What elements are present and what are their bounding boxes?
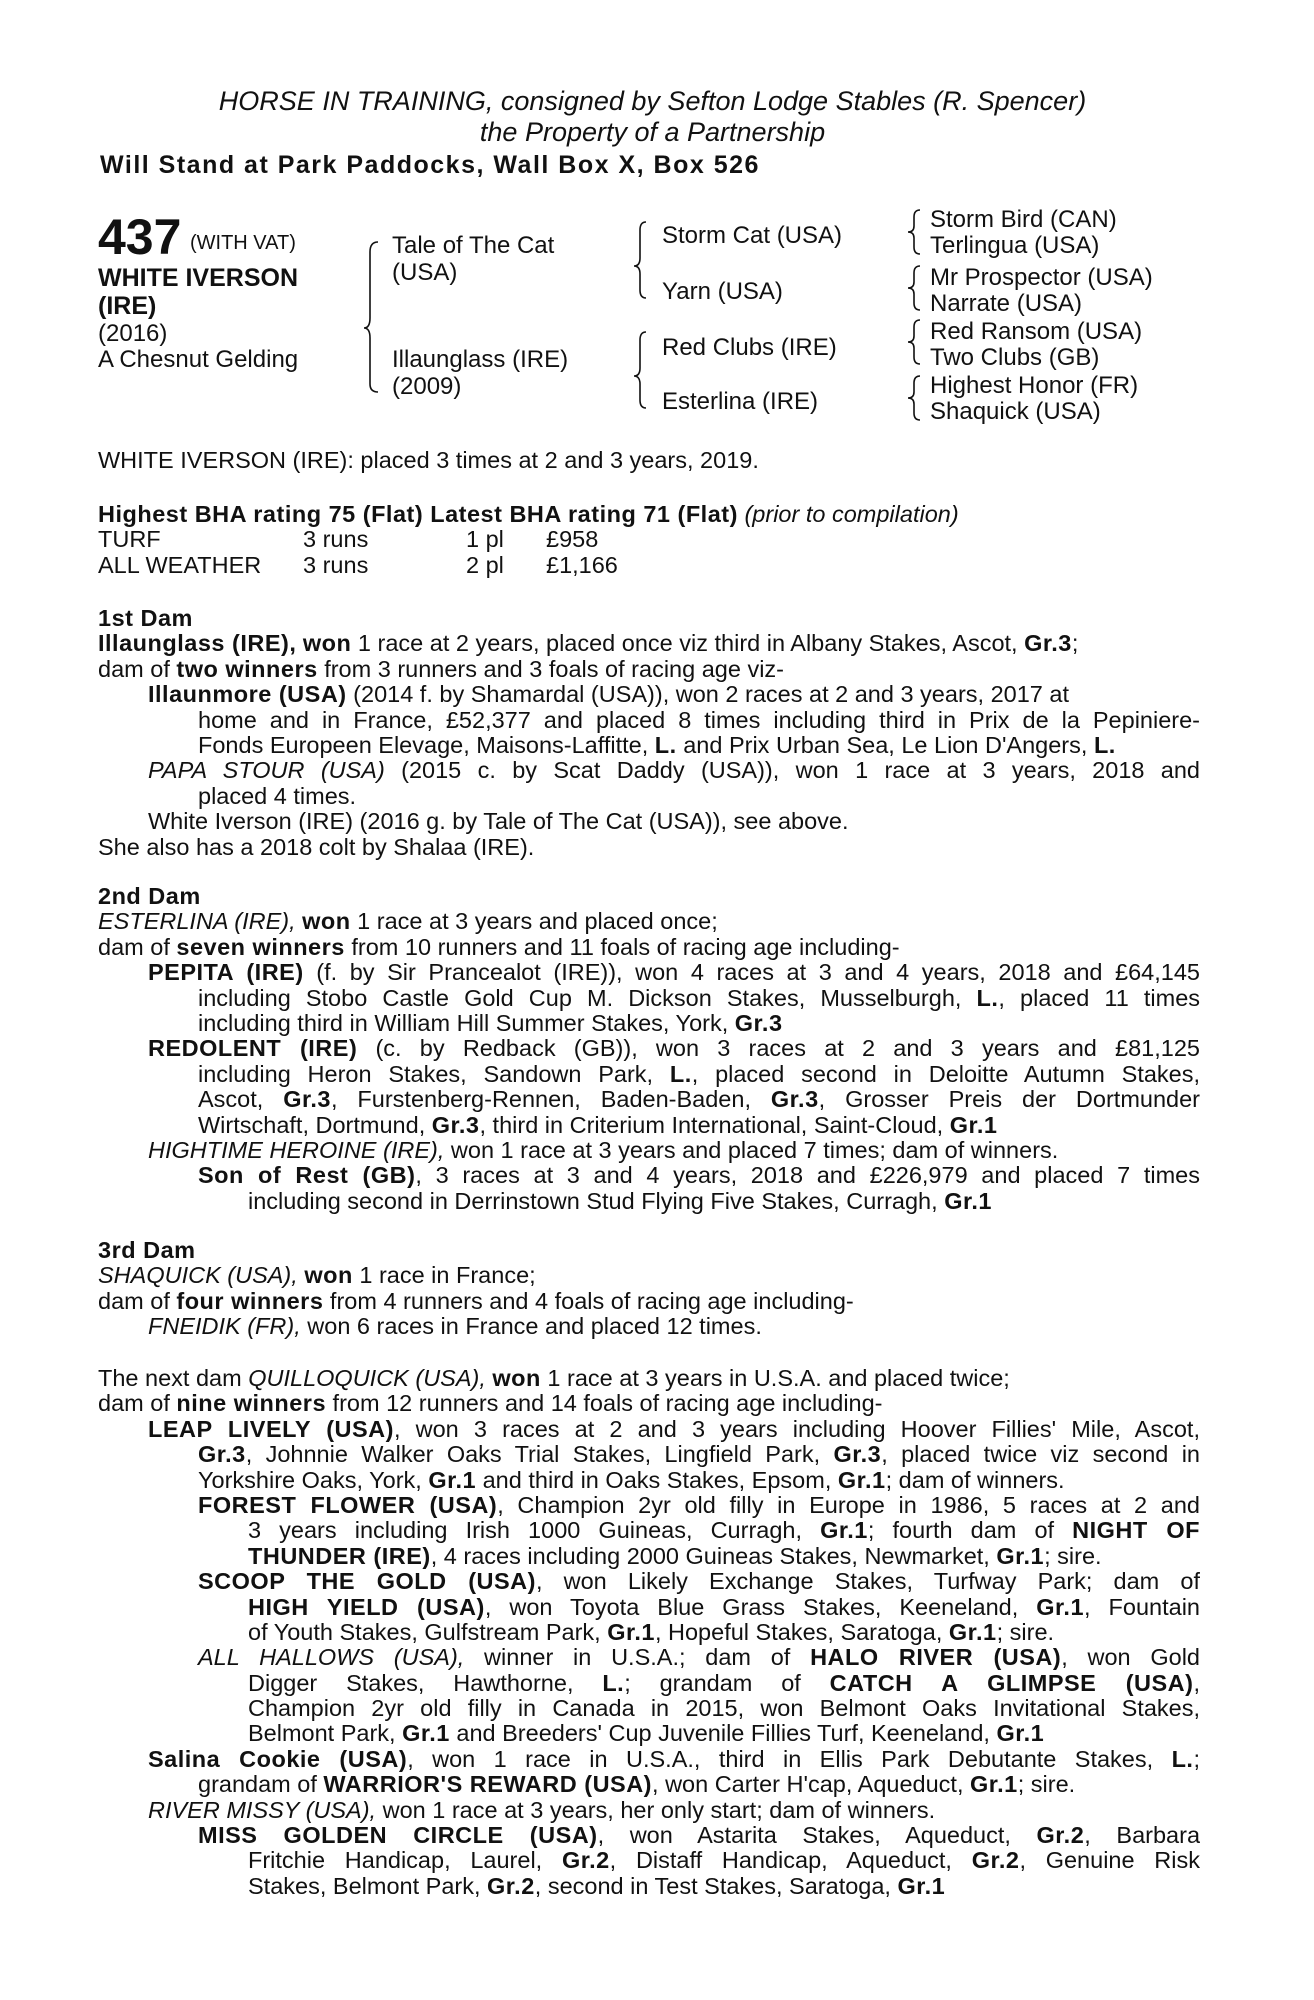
grade-label: Gr.1 [428, 1466, 477, 1493]
progeny-name: FOREST FLOWER (USA) [198, 1492, 498, 1518]
punct: ; [1071, 630, 1079, 657]
listed-label: L. [1171, 1746, 1194, 1772]
progeny-text: 3 years including Irish 1000 Guineas, Curragh, [248, 1518, 821, 1544]
progeny-text: (2015 c. by Scat Daddy (USA)), won 1 race at 3 years, 2018 and [384, 758, 1200, 784]
progeny-name: SCOOP THE GOLD (USA) [198, 1569, 536, 1595]
progeny-name: LEAP LIVELY (USA) [148, 1416, 394, 1442]
progeny-text: , won Toyota Blue Grass Stakes, Keeneland, [484, 1594, 1037, 1620]
progeny-text: ; sire. [996, 1618, 1055, 1645]
first-dam-produce [98, 657, 1200, 682]
third-dam-section [98, 1238, 1200, 1340]
next-dam-name: QUILLOQUICK (USA), [248, 1365, 486, 1391]
progeny-text: of Youth Stakes, Gulfstream Park, [248, 1618, 608, 1645]
progeny-text: including Stobo Castle Gold Cup M. Dickson Stakes, Musselburgh, [198, 985, 977, 1011]
race-stats-table [98, 527, 618, 578]
progeny-text: including Heron Stakes, Sandown Park, [198, 1061, 670, 1087]
third-dam-produce [98, 1289, 1200, 1314]
progeny-text: ; sire. [1017, 1771, 1076, 1798]
vat-note: (WITH VAT) [190, 232, 296, 254]
grade-label: Gr.1 [996, 1542, 1045, 1569]
list-item-cont: placed 4 times. [198, 782, 357, 809]
grade-label: Gr.1 [948, 1618, 997, 1645]
list-item-cont [98, 1518, 1200, 1543]
summary-section [98, 448, 1200, 473]
progeny-text: grandam of [198, 1771, 324, 1798]
grade-label: Gr.2 [1036, 1823, 1085, 1849]
list-item [98, 682, 1200, 707]
sire-dam-dam: Narrate (USA) [930, 290, 1083, 317]
progeny-text: , Champion 2yr old filly in Europe in 1986, 5 races at 2 and [497, 1492, 1200, 1518]
progeny-name: Son of Rest (GB) [198, 1163, 416, 1189]
progeny-text: Stakes, Belmont Park, [248, 1872, 488, 1899]
progeny-text: ; [1193, 1746, 1200, 1772]
list-item-cont [98, 708, 1200, 733]
record-text: 1 race at 3 years and placed once; [350, 908, 718, 935]
progeny-text: , Johnnie Walker Oaks Trial Stakes, Lingfield Park, [245, 1442, 834, 1468]
first-dam-section [98, 606, 1200, 860]
list-item [98, 960, 1200, 985]
dam-sire: Red Clubs (IRE) [662, 334, 837, 361]
horse-name-line2: (IRE) [98, 292, 157, 320]
descendant-name: HALO RIVER (USA) [810, 1645, 1062, 1671]
stat-earnings: £1,166 [546, 551, 618, 578]
grade-label: Gr.3 [1024, 630, 1072, 657]
list-item [98, 1823, 1200, 1848]
list-item-cont [98, 1671, 1200, 1696]
progeny-name: ALL HALLOWS (USA), [198, 1645, 465, 1671]
progeny-text: Fonds Europeen Elevage, Maisons-Laffitte, [198, 731, 655, 758]
dam-dam: Esterlina (IRE) [662, 388, 819, 415]
list-item-cont [98, 1442, 1200, 1467]
progeny-text: (2014 f. by Shamardal (USA)), won 2 races at 2 and 3 years, 2017 at [346, 681, 1069, 708]
progeny-text: , Genuine Risk [1019, 1848, 1200, 1874]
record-text: 1 race at 2 years, placed once viz third in Albany Stakes, Ascot, [351, 630, 1025, 657]
list-item-cont [98, 1011, 1200, 1036]
descendant-name: NIGHT OF [1072, 1518, 1200, 1544]
second-dam-name: ESTERLINA (IRE), [98, 908, 296, 935]
list-item: White Iverson (IRE) (2016 g. by Tale of The Cat (USA)), see above. [148, 808, 849, 835]
sire-sire-sire: Storm Bird (CAN) [930, 206, 1117, 233]
progeny-name: FNEIDIK (FR), [148, 1313, 301, 1340]
progeny-text: , won 3 races at 2 and 3 years including Hoover Fillies' Mile, Ascot, [393, 1416, 1200, 1442]
third-dam-record [98, 1263, 1200, 1288]
list-item [98, 1163, 1200, 1188]
first-dam-name: Illaunglass (IRE), [98, 630, 297, 657]
progeny-text: , [1193, 1670, 1200, 1696]
grade-label: Gr.1 [1036, 1594, 1085, 1620]
progeny-text: Wirtschaft, Dortmund, [198, 1111, 432, 1138]
dam-dam-sire: Highest Honor (FR) [930, 372, 1139, 399]
ratings-section [98, 502, 1200, 578]
winners-count: nine winners [176, 1390, 327, 1417]
list-item [98, 1747, 1200, 1772]
sire-name: Tale of The Cat [392, 232, 555, 259]
progeny-name: MISS GOLDEN CIRCLE (USA) [198, 1823, 598, 1849]
second-dam-record [98, 909, 1200, 934]
stat-surface: ALL WEATHER [98, 551, 262, 578]
progeny-text: , 3 races at 3 and 4 years, 2018 and £226,979 and placed 7 times [415, 1163, 1200, 1189]
progeny-text: , Hopeful Stakes, Saratoga, [654, 1618, 949, 1645]
grade-label: Gr.1 [897, 1872, 946, 1899]
dam-year: (2009) [392, 373, 462, 400]
third-dam-name: SHAQUICK (USA), [98, 1262, 298, 1289]
winners-count: two winners [176, 655, 318, 682]
progeny-text: , placed twice viz second in [881, 1442, 1200, 1468]
progeny-text: , won Carter H'cap, Aqueduct, [652, 1771, 970, 1798]
stat-runs: 3 runs [303, 526, 369, 553]
dam [392, 346, 568, 400]
dam-sire-sire: Red Ransom (USA) [930, 318, 1143, 345]
sire-dam: Yarn (USA) [662, 278, 783, 305]
descendant-name: HIGH YIELD (USA) [248, 1594, 485, 1620]
first-dam-record [98, 631, 1200, 656]
horse-description: A Chesnut Gelding [98, 346, 299, 373]
list-item-cont [98, 1595, 1200, 1620]
second-dam-produce [98, 935, 1200, 960]
stat-placed: 1 pl [466, 526, 504, 553]
grade-label: Gr.3 [431, 1111, 480, 1138]
list-item-cont [98, 1620, 1200, 1645]
progeny-text: home and in France, £52,377 and placed 8 times including third in Prix de la Pepiniere- [198, 707, 1200, 733]
descendant-name: THUNDER (IRE) [248, 1542, 431, 1569]
list-item [98, 1493, 1200, 1518]
stat-placed: 2 pl [466, 551, 504, 578]
next-dam-record [98, 1366, 1200, 1391]
second-dam-heading: 2nd Dam [98, 883, 201, 909]
list-item-cont [98, 1544, 1200, 1569]
progeny-name: PAPA STOUR (USA) [148, 758, 385, 784]
race-summary: WHITE IVERSON (IRE): placed 3 times at 2 and 3 years, 2019. [98, 447, 759, 473]
sire-sire-dam: Terlingua (USA) [930, 232, 1100, 259]
progeny-text: Digger Stakes, Hawthorne, [248, 1670, 603, 1696]
grade-label: Gr.1 [970, 1771, 1018, 1798]
progeny-text: Fritchie Handicap, Laurel, [248, 1848, 562, 1874]
progeny-text: won 1 race at 3 years and placed 7 times; dam of winners. [444, 1136, 1059, 1163]
grade-label: Gr.2 [561, 1848, 610, 1874]
progeny-text: and Breeders' Cup Juvenile Fillies Turf, Keeneland, [449, 1720, 997, 1747]
listed-label: L. [602, 1670, 625, 1696]
progeny-text: ; grandam of [624, 1670, 830, 1696]
produce-text: dam of [98, 655, 177, 682]
progeny-name: RIVER MISSY (USA), [148, 1796, 377, 1823]
next-dam-produce [98, 1391, 1200, 1416]
progeny-text: , won 1 race in U.S.A., third in Ellis Park Debutante Stakes, [407, 1746, 1172, 1772]
progeny-text: including second in Derrinstown Stud Flying Five Stakes, Curragh, [248, 1187, 945, 1214]
list-item [98, 1798, 1200, 1823]
grade-label: Gr.1 [949, 1111, 998, 1138]
progeny-text: , won Gold [1061, 1645, 1200, 1671]
stat-earnings: £958 [546, 526, 599, 553]
progeny-text: , won Astarita Stakes, Aqueduct, [597, 1823, 1037, 1849]
stat-runs: 3 runs [303, 551, 369, 578]
grade-label: Gr.2 [487, 1872, 535, 1899]
produce-text: dam of [98, 1390, 177, 1417]
progeny-text: Ascot, [198, 1087, 284, 1113]
list-item-cont [98, 1087, 1200, 1112]
progeny-text: and Prix Urban Sea, Le Lion D'Angers, [676, 731, 1094, 758]
produce-text: dam of [98, 933, 177, 960]
won-label: won [302, 630, 352, 657]
record-text: 1 race in France; [352, 1262, 536, 1289]
second-dam-section [98, 884, 1200, 1214]
list-item [98, 1138, 1200, 1163]
listed-label: L. [669, 1061, 692, 1087]
grade-label: Gr.3 [198, 1442, 246, 1468]
horse-name-line1: WHITE IVERSON [98, 264, 299, 292]
produce-text: from 3 runners and 3 foals of racing age viz- [317, 655, 784, 682]
grade-label: Gr.3 [770, 1087, 819, 1113]
property-line: the Property of a Partnership [479, 117, 826, 147]
list-item-cont [98, 1468, 1200, 1493]
list-item [98, 1645, 1200, 1670]
list-item-cont [98, 1189, 1200, 1214]
list-item-cont: Champion 2yr old filly in Canada in 2015, won Belmont Oaks Invitational Stakes, [248, 1696, 1200, 1722]
list-item-cont [98, 733, 1200, 758]
sire [392, 232, 554, 286]
progeny-text: , third in Criterium International, Saint-Cloud, [479, 1111, 950, 1138]
grade-label: Gr.3 [734, 1009, 783, 1036]
listed-label: L. [654, 731, 677, 758]
bha-ratings [98, 502, 1200, 527]
progeny-text: , Distaff Handicap, Aqueduct, [609, 1848, 972, 1874]
progeny-text: , placed second in Deloitte Autumn Stakes, [691, 1061, 1200, 1087]
list-item-cont [98, 1721, 1200, 1746]
grade-label: Gr.1 [996, 1720, 1045, 1747]
record-text: The next dam [98, 1365, 249, 1391]
progeny-text: ; dam of winners. [885, 1466, 1065, 1493]
won-label: won [492, 1365, 541, 1391]
sire-country: (USA) [392, 259, 458, 286]
list-item [98, 1314, 1200, 1339]
progeny-name: PEPITA (IRE) [148, 960, 304, 986]
next-dam-section [98, 1366, 1200, 1899]
descendant-name: WARRIOR'S REWARD (USA) [323, 1771, 653, 1798]
progeny-text: ; sire. [1044, 1542, 1102, 1569]
table-row [98, 527, 618, 552]
third-dam-heading: 3rd Dam [98, 1237, 196, 1263]
dam-dam-dam: Shaquick (USA) [930, 398, 1101, 425]
winners-count: four winners [176, 1287, 324, 1314]
progeny-text: Belmont Park, [248, 1720, 403, 1747]
progeny-text: won 1 race at 3 years, her only start; dam of winners. [376, 1796, 936, 1823]
produce-text: from 4 runners and 4 foals of racing age including- [323, 1287, 854, 1314]
list-item-cont [98, 1874, 1200, 1899]
grade-label: Gr.1 [944, 1187, 992, 1214]
list-item [98, 758, 1200, 783]
bha-rating-text: Highest BHA rating 75 (Flat) Latest BHA rating 71 (Flat) [98, 501, 738, 527]
progeny-text: , Fountain [1084, 1594, 1200, 1620]
grade-label: Gr.2 [971, 1848, 1020, 1874]
dam-name: Illaunglass (IRE) [392, 346, 569, 373]
grade-label: Gr.1 [607, 1618, 655, 1645]
progeny-text: and third in Oaks Stakes, Epsom, [476, 1466, 838, 1493]
progeny-name: Salina Cookie (USA) [148, 1746, 408, 1772]
stat-surface: TURF [98, 526, 161, 553]
progeny-text: , Furstenberg-Rennen, Baden-Baden, [330, 1087, 771, 1113]
progeny-name: HIGHTIME HEROINE (IRE), [148, 1136, 445, 1163]
grade-label: Gr.1 [402, 1720, 450, 1747]
sire-sire: Storm Cat (USA) [662, 222, 843, 249]
grade-label: Gr.3 [283, 1087, 331, 1113]
record-text: 1 race at 3 years in U.S.A. and placed twice; [540, 1365, 1010, 1391]
table-row [98, 553, 618, 578]
progeny-text: , placed 11 times [998, 985, 1200, 1011]
list-item [98, 1036, 1200, 1061]
listed-label: L. [976, 985, 999, 1011]
dam-sire-dam: Two Clubs (GB) [930, 344, 1100, 371]
progeny-text: , 4 races including 2000 Guineas Stakes, Newmarket, [430, 1542, 997, 1569]
progeny-text: , won Likely Exchange Stakes, Turfway Park; dam of [535, 1569, 1200, 1595]
descendant-name: CATCH A GLIMPSE (USA) [829, 1670, 1194, 1696]
progeny-text: won 6 races in France and placed 12 times. [300, 1313, 762, 1340]
winners-count: seven winners [176, 933, 345, 960]
produce-text: from 10 runners and 11 foals of racing age including- [344, 933, 900, 960]
produce-text: dam of [98, 1287, 177, 1314]
foaling-year: (2016) [98, 320, 168, 347]
grade-label: Gr.1 [837, 1466, 886, 1493]
rating-note: (prior to compilation) [744, 501, 959, 527]
also-note: She also has a 2018 colt by Shalaa (IRE). [98, 833, 535, 860]
progeny-text: , Barbara [1084, 1823, 1200, 1849]
grade-label: Gr.1 [820, 1518, 868, 1544]
progeny-text: , second in Test Stakes, Saratoga, [534, 1872, 898, 1899]
progeny-text: ; fourth dam of [867, 1518, 1073, 1544]
produce-text: from 12 runners and 14 foals of racing age including- [326, 1390, 883, 1417]
list-item-cont [98, 986, 1200, 1011]
list-item [98, 1417, 1200, 1442]
list-item-cont [98, 1848, 1200, 1873]
progeny-text: (c. by Redback (GB)), won 3 races at 2 and 3 years and £81,125 [357, 1036, 1200, 1062]
list-item-cont [98, 1772, 1200, 1797]
list-item-cont [98, 1113, 1200, 1138]
first-dam-heading: 1st Dam [98, 605, 193, 631]
listed-label: L. [1093, 731, 1116, 758]
grade-label: Gr.3 [833, 1442, 882, 1468]
progeny-name: REDOLENT (IRE) [148, 1036, 358, 1062]
progeny-text: Yorkshire Oaks, York, [198, 1466, 429, 1493]
list-item-cont [98, 1062, 1200, 1087]
lot-number: 437 [98, 209, 182, 265]
progeny-text: , Grosser Preis der Dortmunder [818, 1087, 1200, 1113]
sire-dam-sire: Mr Prospector (USA) [930, 264, 1153, 291]
won-label: won [302, 908, 351, 935]
list-item [98, 1569, 1200, 1594]
stand-line: Will Stand at Park Paddocks, Wall Box X, Box 526 [100, 151, 760, 179]
consignor-line: HORSE IN TRAINING, consigned by Sefton Lodge Stables (R. Spencer) [218, 86, 1087, 116]
progeny-text: winner in U.S.A.; dam of [464, 1645, 811, 1671]
won-label: won [304, 1262, 353, 1289]
progeny-text: (f. by Sir Prancealot (IRE)), won 4 races at 3 and 4 years, 2018 and £64,145 [303, 960, 1200, 986]
progeny-text: including third in William Hill Summer Stakes, York, [198, 1009, 735, 1036]
progeny-name: Illaunmore (USA) [148, 681, 347, 708]
